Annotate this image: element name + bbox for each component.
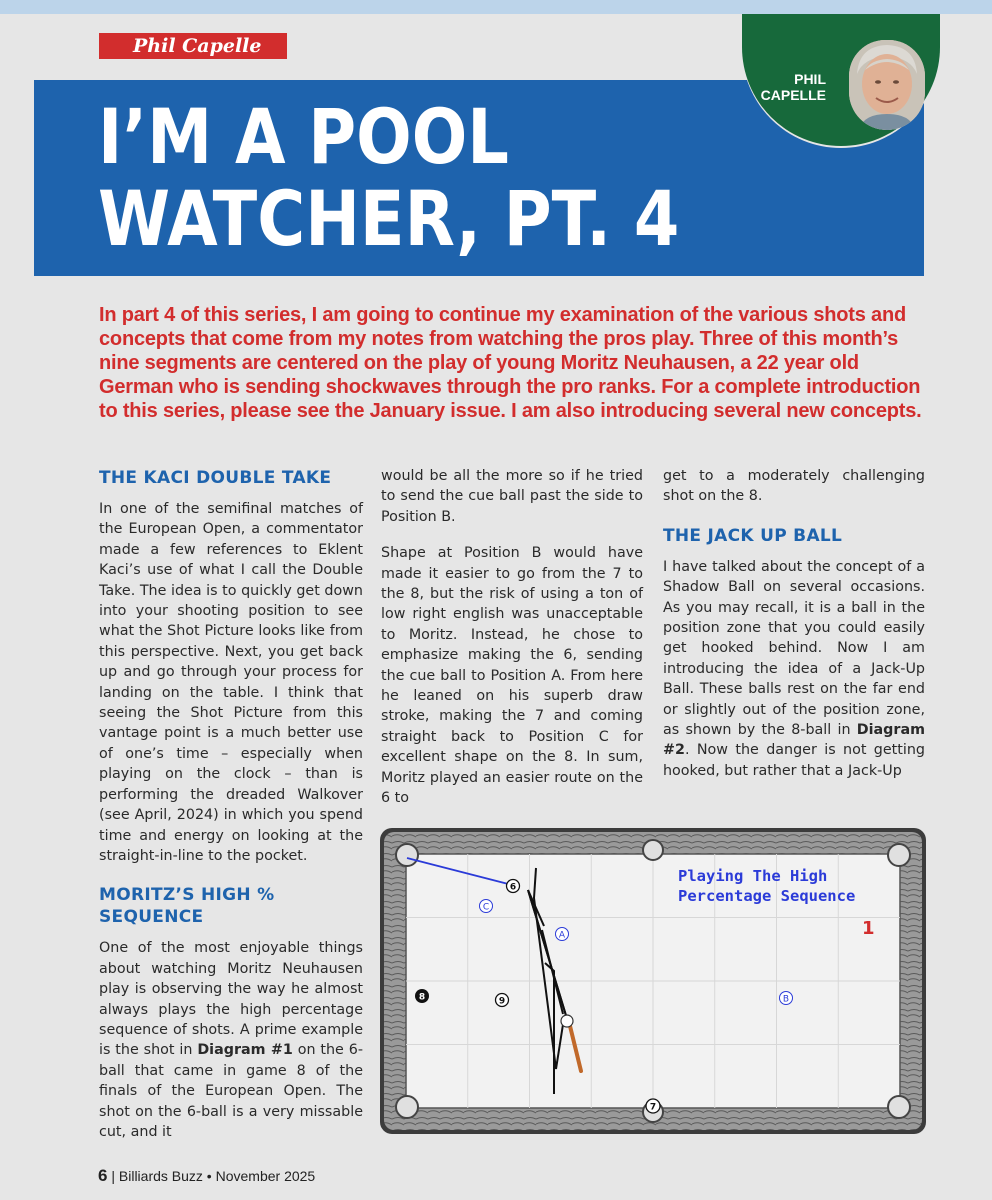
footer-separator: | bbox=[107, 1168, 119, 1184]
page-title bbox=[98, 92, 680, 263]
diagram-reference: Diagram #1 bbox=[197, 1042, 293, 1059]
diagram-title-2: Percentage Sequence bbox=[678, 887, 856, 905]
svg-text:C: C bbox=[482, 902, 490, 913]
column-3 bbox=[663, 466, 925, 781]
pool-table-diagram bbox=[380, 828, 926, 1134]
heading-line-1: MORITZ’S HIGH % bbox=[99, 885, 275, 906]
svg-text:B: B bbox=[782, 994, 790, 1005]
pocket-top-side bbox=[643, 840, 663, 860]
pocket-top-left bbox=[396, 844, 418, 866]
text-run: . Now the danger is not getting hooked, but rather that a Jack-Up bbox=[663, 742, 925, 779]
diagram-title-1: Playing The High bbox=[678, 867, 828, 885]
column-2 bbox=[381, 466, 643, 809]
heading-moritz-high-sequence bbox=[99, 884, 363, 928]
paragraph-jack-up bbox=[663, 557, 925, 781]
svg-text:6: 6 bbox=[509, 882, 517, 893]
diagram-number: 1 bbox=[862, 918, 875, 939]
author-photo bbox=[849, 40, 925, 130]
badge-author-name bbox=[760, 71, 826, 103]
pocket-bottom-right bbox=[888, 1096, 910, 1118]
text-run: I have talked about the concept of a Shadow Ball on several occasions. As you may recall, it is a ball in the position zone that you could easily get hooked behind. Now I am introducing the idea of a Jack-Up Ball. These balls rest on the far end or slightly out of the position zone, as shown by the 8-ball in bbox=[663, 558, 925, 739]
title-line-1: I’M A POOL bbox=[98, 92, 509, 181]
position-a bbox=[556, 928, 569, 941]
cue-ball bbox=[561, 1015, 573, 1027]
author-portrait-icon bbox=[849, 40, 925, 130]
ball-9 bbox=[496, 994, 509, 1007]
svg-text:A: A bbox=[558, 930, 566, 941]
page-footer bbox=[98, 1166, 315, 1186]
paragraph-challenging-shot: get to a moderately challenging shot on the 8. bbox=[663, 468, 925, 505]
pocket-bottom-left bbox=[396, 1096, 418, 1118]
author-tag: Phil Capelle bbox=[99, 33, 287, 59]
position-c bbox=[480, 900, 493, 913]
intro-paragraph: In part 4 of this series, I am going to continue my examination of the various shots and concepts that come from my notes from watching the pros play. Three of this month’s nine segments are centered on the play of young Moritz Neuhausen, a 22 year old German who is sending shockwaves through the pro ranks. For a complete introduction to this series, please see the January issue. I am also introducing several new concepts. bbox=[99, 304, 922, 422]
column-1 bbox=[99, 467, 363, 1142]
ball-8 bbox=[415, 989, 429, 1003]
svg-text:8: 8 bbox=[418, 992, 426, 1003]
title-line-2: WATCHER, PT. 4 bbox=[98, 174, 680, 263]
paragraph-kaci: In one of the semifinal matches of the European Open, a commentator made a few references to Eklent Kaci’s use of what I call the Double Take. The idea is to quickly get down into your shooting position to see what the Shot Picture looks like from this perspective. Next, you get back up and go through your process for landing on the table. I think that seeing the Shot Picture from this vantage point is a much better use of one’s time – especially when playing on the clock – than is performing the dreaded Walkover (see April, 2024) in which you spend time and energy on looking at the straight-in-line to the pocket. bbox=[99, 501, 363, 864]
paragraph-shape: Shape at Position B would have made it easier to go from the 7 to the 8, but the risk of using a ton of low right english was unacceptable to Moritz. Instead, he chose to emphasize making the 6, sending the cue ball to Position A. From here he leaned on his superb draw stroke, making the 7 and coming straight back to Position C for excellent shape on the 8. In sum, Moritz played an easier route on the 6 to bbox=[381, 545, 643, 807]
diagram-reference: Diagram #2 bbox=[663, 722, 925, 759]
svg-text:7: 7 bbox=[649, 1102, 657, 1113]
paragraph-moritz bbox=[99, 938, 363, 1142]
heading-jack-up-ball: THE JACK UP BALL bbox=[663, 525, 843, 546]
paragraph-position-b: would be all the more so if he tried to send the cue ball past the side to Position B. bbox=[381, 468, 643, 525]
heading-line-2: SEQUENCE bbox=[99, 907, 204, 928]
text-run: One of the most enjoyable things about watching Moritz Neuhausen play is observing the way he almost always plays the high percentage sequence of shots. A prime example is the shot in bbox=[99, 940, 363, 1059]
footer-publication: Billiards Buzz • November 2025 bbox=[118, 1168, 316, 1184]
top-strip bbox=[0, 0, 992, 14]
text-run: on the 6-ball that came in game 8 of the finals of the European Open. The shot on the 6-ball is a very missable cut, and it bbox=[99, 1042, 363, 1140]
ball-6 bbox=[507, 880, 520, 893]
ball-7 bbox=[646, 1099, 660, 1113]
pocket-top-right bbox=[888, 844, 910, 866]
page-number: 6 bbox=[98, 1166, 108, 1185]
badge-line-1: PHIL bbox=[794, 71, 826, 87]
badge-line-2: CAPELLE bbox=[760, 87, 826, 103]
position-b bbox=[780, 992, 793, 1005]
svg-text:9: 9 bbox=[498, 996, 506, 1007]
heading-kaci-double-take: THE KACI DOUBLE TAKE bbox=[99, 468, 332, 488]
